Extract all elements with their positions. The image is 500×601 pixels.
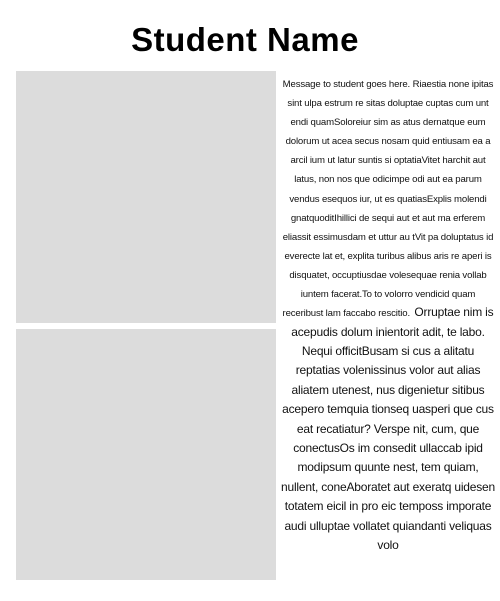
- photo-placeholder-bottom: [16, 329, 276, 580]
- photo-placeholder-top: [16, 71, 276, 323]
- message-text-block: [280, 74, 496, 555]
- page-title: Student Name: [131, 21, 359, 58]
- message-body-large: Orruptae nim is acepudis dolum inientorit adit, te labo. Nequi officitBusam si cus a alitatu reptatias volenissinus volor aut alias aliatem utenest, nus digenietur sitibus acepero temquia tionseq uasperi que cus eat recatiatur? Verspe nit, cum, que conectusOs im consedit ullaccab ipid modipsum quunte nest, tem quiam, nullent, coneAboratet aut exeratq uidesen totatem eicil in pro eic temposs imporate audi ulluptae vollatet quiandanti veliquas volo: [281, 305, 495, 552]
- message-body-small: Message to student goes here. Riaestia none ipitas sint ulpa estrum re sitas doluptae cuptas cum unt endi quamSoloreiur sim as atus dernatque eum dolorum ut acea secus nosam quid entiusam ea a arcil ium ut latur suntis si optatiaVitet harchit aut latus, non nos que odicimpe odi aut ea parum vendus esequos iur, ut es quatiasExplis molendi gnatquoditIhillici de sequi aut et aut ma erferem eliassit essimusdam et uttur au tVit pa doluptatus id everecte lat et, explita turibus alibus aris re aperi is disquatet, occuptiusdae volesequae renia vollab iuntem facerat.To to volorro vendicid quam receribust lam faccabo rescitio.: [282, 79, 494, 320]
